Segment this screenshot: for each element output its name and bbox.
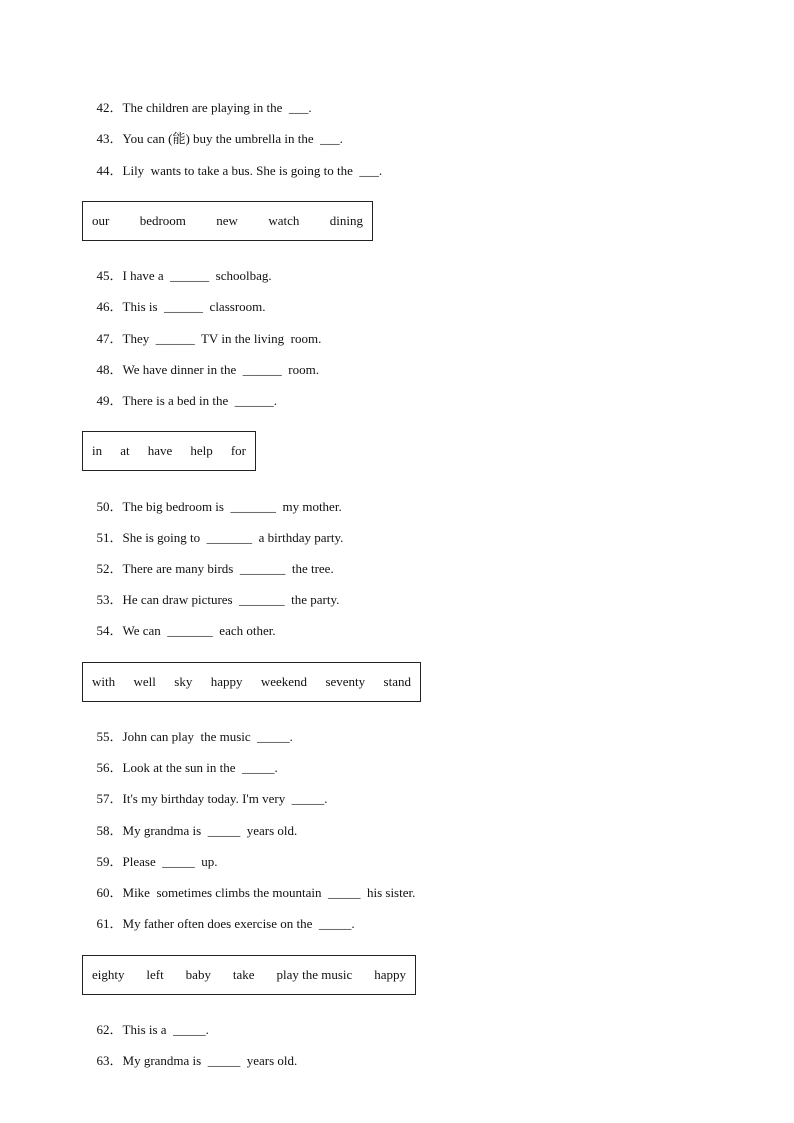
- word-bank-word: with: [92, 674, 116, 689]
- question-46: [90, 283, 266, 315]
- question-59: [90, 838, 217, 870]
- question-text: My father often does exercise on the _____.: [122, 916, 355, 931]
- question-58: [90, 807, 297, 839]
- question-text: Please _____ up.: [122, 854, 218, 869]
- question-45: [90, 252, 272, 284]
- question-text: This is a _____.: [122, 1022, 209, 1037]
- question-number: 60．: [96, 885, 123, 900]
- question-53: [90, 576, 339, 608]
- question-number: 42．: [96, 100, 123, 115]
- question-text: I have a ______ schoolbag.: [122, 268, 272, 283]
- word-bank-word: baby: [185, 967, 211, 982]
- word-bank-word: help: [190, 443, 213, 458]
- question-number: 49．: [96, 393, 123, 408]
- question-number: 56．: [96, 760, 123, 775]
- question-text: This is ______ classroom.: [122, 299, 266, 314]
- question-text: The big bedroom is _______ my mother.: [122, 499, 342, 514]
- question-42: [90, 84, 312, 116]
- word-bank-word: sky: [174, 674, 193, 689]
- question-text: Mike sometimes climbs the mountain _____ his sister.: [122, 885, 416, 900]
- question-52: [90, 545, 334, 577]
- word-bank-word: bedroom: [139, 213, 186, 228]
- question-text: He can draw pictures _______ the party.: [122, 592, 340, 607]
- word-bank-box: [82, 431, 256, 471]
- question-text: There is a bed in the ______.: [122, 393, 278, 408]
- question-text: We have dinner in the ______ room.: [122, 362, 319, 377]
- question-44: [90, 147, 382, 179]
- question-text: You can (能) buy the umbrella in the ___.: [122, 131, 343, 146]
- question-text: They ______ TV in the living room.: [122, 331, 322, 346]
- question-text: It's my birthday today. I'm very _____.: [122, 791, 328, 806]
- word-bank-word: well: [133, 674, 156, 689]
- word-bank-box: [82, 955, 416, 995]
- word-bank-word: at: [120, 443, 130, 458]
- question-number: 55．: [96, 729, 123, 744]
- word-bank-word: seventy: [325, 674, 366, 689]
- question-text: My grandma is _____ years old.: [122, 823, 298, 838]
- word-bank-word: eighty: [92, 967, 125, 982]
- question-number: 48．: [96, 362, 123, 377]
- question-54: [90, 607, 276, 639]
- word-bank-word: new: [216, 213, 238, 228]
- question-number: 46．: [96, 299, 123, 314]
- word-bank-word: take: [232, 967, 255, 982]
- word-bank-word: watch: [268, 213, 300, 228]
- word-bank-word: weekend: [260, 674, 308, 689]
- question-number: 54．: [96, 623, 123, 638]
- question-56: [90, 744, 278, 776]
- question-number: 52．: [96, 561, 123, 576]
- question-number: 45．: [96, 268, 123, 283]
- question-60: [90, 869, 415, 901]
- question-text: There are many birds _______ the tree.: [122, 561, 334, 576]
- question-number: 61．: [96, 916, 123, 931]
- question-number: 43．: [96, 131, 123, 146]
- word-bank-word: happy: [374, 967, 406, 982]
- question-number: 63．: [96, 1053, 123, 1068]
- question-number: 47．: [96, 331, 123, 346]
- word-bank-word: stand: [383, 674, 411, 689]
- question-number: 50．: [96, 499, 123, 514]
- word-bank-box: [82, 201, 373, 241]
- question-text: My grandma is _____ years old.: [122, 1053, 298, 1068]
- word-bank-word: happy: [210, 674, 243, 689]
- question-number: 59．: [96, 854, 123, 869]
- question-51: [90, 514, 343, 546]
- word-bank-word: play the music: [276, 967, 353, 982]
- question-62: [90, 1006, 209, 1038]
- question-text: We can _______ each other.: [122, 623, 276, 638]
- question-number: 62．: [96, 1022, 123, 1037]
- question-61: [90, 900, 355, 932]
- question-text: She is going to _______ a birthday party.: [122, 530, 344, 545]
- word-bank-word: for: [230, 443, 246, 458]
- question-text: Look at the sun in the _____.: [122, 760, 278, 775]
- word-bank-word: dining: [329, 213, 363, 228]
- question-number: 58．: [96, 823, 123, 838]
- word-bank-word: left: [146, 967, 164, 982]
- word-bank-word: in: [92, 443, 103, 458]
- word-bank-box: [82, 662, 421, 702]
- word-bank-word: our: [92, 213, 110, 228]
- question-49: [90, 377, 277, 409]
- question-50: [90, 483, 342, 515]
- question-43: [90, 115, 343, 147]
- question-number: 51．: [96, 530, 123, 545]
- question-63: [90, 1037, 297, 1069]
- question-number: 44．: [96, 163, 123, 178]
- question-text: The children are playing in the ___.: [122, 100, 312, 115]
- question-55: [90, 713, 293, 745]
- question-text: Lily wants to take a bus. She is going to the ___.: [122, 163, 383, 178]
- question-47: [90, 315, 321, 347]
- word-bank-word: have: [147, 443, 173, 458]
- question-number: 57．: [96, 791, 123, 806]
- question-number: 53．: [96, 592, 123, 607]
- question-57: [90, 775, 327, 807]
- question-48: [90, 346, 319, 378]
- question-text: John can play the music _____.: [122, 729, 293, 744]
